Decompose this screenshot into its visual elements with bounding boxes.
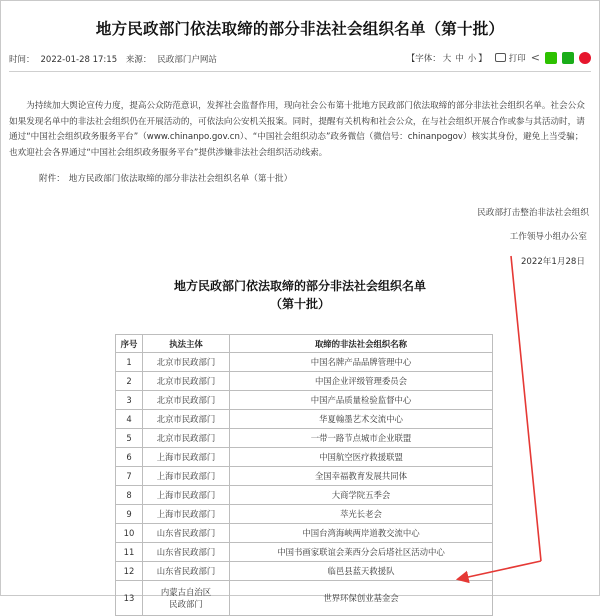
row-no: 8 (116, 486, 143, 505)
row-authority: 上海市民政部门 (143, 467, 230, 486)
row-org-name: 中国航空医疗救援联盟 (230, 448, 493, 467)
article-meta (9, 53, 591, 69)
row-authority (143, 581, 230, 616)
table-header-row (116, 335, 493, 353)
row-no: 9 (116, 505, 143, 524)
meta-divider (9, 71, 591, 72)
font-small-button[interactable]: 小 (467, 53, 477, 64)
row-org-name: 中国企业评级管理委员会 (230, 372, 493, 391)
toolbar (407, 51, 591, 64)
publish-time: 2022-01-28 17:15 (40, 55, 118, 65)
table-title: 地方民政部门依法取缔的部分非法社会组织名单 (173, 279, 426, 293)
authority-line-2: 民政部门 (169, 599, 203, 609)
signature-date: 2022年1月28日 (520, 257, 585, 267)
attachment-link[interactable]: 地方民政部门依法取缔的部分非法社会组织名单（第十批） (68, 174, 293, 184)
row-org-name: 萃光长老会 (230, 505, 493, 524)
row-authority: 北京市民政部门 (143, 410, 230, 429)
print-button[interactable]: 打印 (508, 53, 526, 64)
header-no: 序号 (116, 335, 143, 353)
source-label: 来源： (125, 55, 152, 65)
row-authority: 山东省民政部门 (143, 562, 230, 581)
table-row (116, 448, 493, 467)
row-authority: 北京市民政部门 (143, 391, 230, 410)
table-row (116, 467, 493, 486)
font-size-control (407, 52, 487, 64)
row-authority: 山东省民政部门 (143, 524, 230, 543)
row-authority: 山东省民政部门 (143, 543, 230, 562)
table-subtitle: （第十批） (269, 297, 330, 311)
row-no: 10 (116, 524, 143, 543)
row-org-name: 中国名牌产品品牌管理中心 (230, 353, 493, 372)
table-body (116, 353, 493, 616)
table-row (116, 524, 493, 543)
table-row (116, 486, 493, 505)
row-no: 11 (116, 543, 143, 562)
row-authority: 北京市民政部门 (143, 429, 230, 448)
wechat-icon[interactable] (545, 52, 557, 64)
row-org-name: 一带一路节点城市企业联盟 (230, 429, 493, 448)
print-icon[interactable] (495, 53, 506, 62)
article-paragraph: 为持续加大舆论宣传力度，提高公众防范意识，发挥社会监督作用，现向社会公布第十批地方民政部门依法取缔的部分非法社会组织名单。社会公众如果发现名单中的非法社会组织仍在开展活动的，可依法向公安机关报案。同时，提醒有关机构和社会公众，在与社会组织开展合作或参与其活动时，请通过“中国社会组织政务服务平台”（www.chinanpo.gov.cn）、“中国社会组织动态”政务微信（微信号：chinanpogov）核实其身份，避免上当受骗；也欢迎社会各界通过“中国社会组织政务服务平台”提供涉嫌非法社会组织活动线索。 (9, 101, 585, 158)
table-row (116, 562, 493, 581)
row-org-name: 全国幸福教育发展共同体 (230, 467, 493, 486)
row-no: 6 (116, 448, 143, 467)
row-no: 13 (116, 581, 143, 616)
attachment-label: 附件： (39, 174, 65, 184)
weibo-icon[interactable] (579, 52, 591, 64)
row-org-name: 中国产品质量检验监督中心 (230, 391, 493, 410)
table-row (116, 353, 493, 372)
moments-icon[interactable] (562, 52, 574, 64)
row-org-name: 世界环保创业基金会 (230, 581, 493, 616)
time-label: 时间： (9, 55, 35, 65)
attachment-line (39, 172, 296, 184)
row-no: 5 (116, 429, 143, 448)
table-row (116, 581, 493, 616)
signature-line-1: 民政部打击整治非法社会组织 (477, 208, 589, 218)
row-org-name: 华夏翰墨艺术交流中心 (230, 410, 493, 429)
font-size-close: 】 (478, 53, 487, 64)
header-org-name: 取缔的非法社会组织名称 (230, 335, 493, 353)
share-icon[interactable]: < (530, 51, 540, 64)
font-large-button[interactable]: 大 (442, 53, 452, 64)
row-org-name: 中国书画家联谊会莱西分会后塔社区活动中心 (230, 543, 493, 562)
table-row (116, 372, 493, 391)
source-name: 民政部门户网站 (157, 55, 217, 65)
row-authority: 上海市民政部门 (143, 505, 230, 524)
table-row (116, 505, 493, 524)
row-no: 12 (116, 562, 143, 581)
authority-line-1: 内蒙古自治区 (160, 587, 212, 597)
signature-line-2: 工作领导小组办公室 (509, 232, 587, 242)
table-row (116, 429, 493, 448)
table-row (116, 543, 493, 562)
row-no: 7 (116, 467, 143, 486)
font-medium-button[interactable]: 中 (455, 53, 464, 64)
row-org-name: 大商学院五季会 (230, 486, 493, 505)
article-title: 地方民政部门依法取缔的部分非法社会组织名单（第十批） (95, 20, 505, 38)
header-authority: 执法主体 (143, 335, 230, 353)
row-authority: 北京市民政部门 (143, 372, 230, 391)
row-no: 2 (116, 372, 143, 391)
row-org-name: 临邑县蓝天救援队 (230, 562, 493, 581)
row-no: 4 (116, 410, 143, 429)
table-row (116, 410, 493, 429)
font-size-label: 【字体： (406, 53, 441, 64)
organization-table (115, 334, 493, 616)
row-authority: 北京市民政部门 (143, 353, 230, 372)
row-authority: 上海市民政部门 (143, 486, 230, 505)
row-no: 3 (116, 391, 143, 410)
row-authority: 上海市民政部门 (143, 448, 230, 467)
table-row (116, 391, 493, 410)
row-no: 1 (116, 353, 143, 372)
row-org-name: 中国台湾海峡两岸道教交流中心 (230, 524, 493, 543)
